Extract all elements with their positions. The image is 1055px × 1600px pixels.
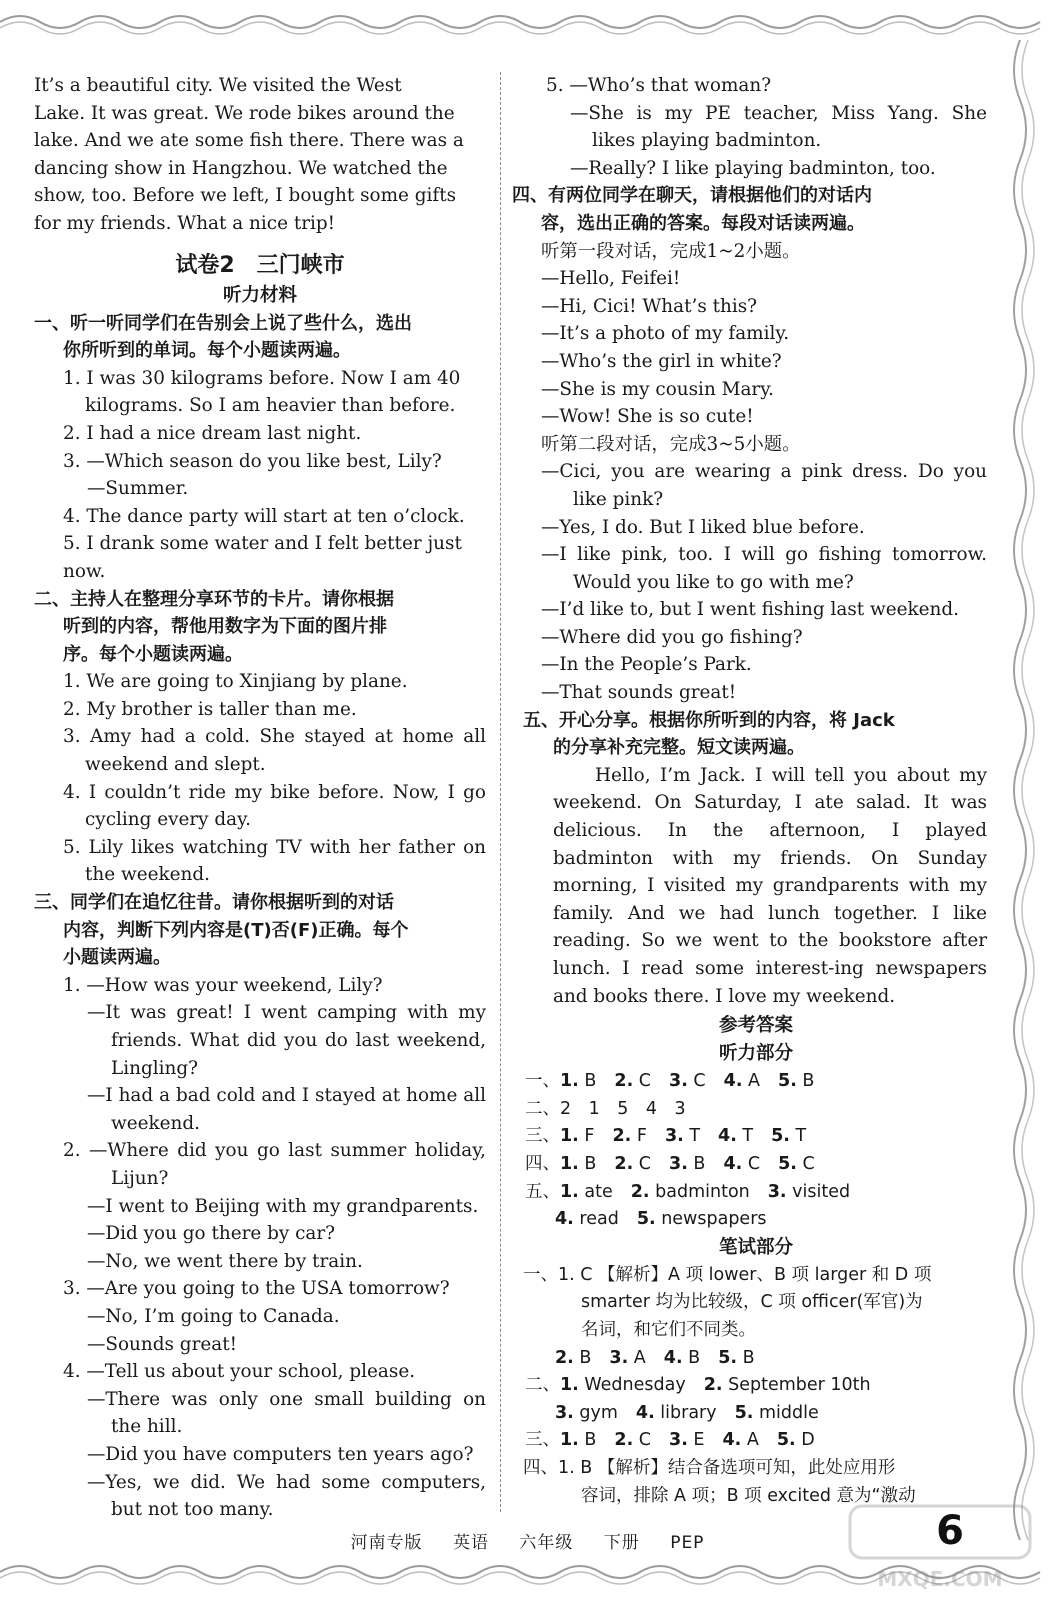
answer-number: 3. bbox=[669, 1071, 688, 1092]
question-item: 1. I was 30 kilograms before. Now I am 40 kilograms. So I am heavier than before. bbox=[63, 367, 461, 417]
answer-number: 3. bbox=[664, 1126, 684, 1147]
answer-line bbox=[525, 1372, 987, 1400]
dialogue-part-label: 听第一段对话，完成1~2小题。 bbox=[541, 240, 801, 262]
answer-number: 3. bbox=[555, 1402, 574, 1423]
footer-subject: 英语 bbox=[452, 1533, 489, 1553]
dialogue-line: —There was only one small building on the hill. bbox=[87, 1388, 486, 1438]
right-wave-border bbox=[1000, 40, 1050, 1540]
answer-section-number: 三、 bbox=[525, 1430, 560, 1451]
answer-number: 4. bbox=[663, 1347, 683, 1368]
dialogue-line: —She is my cousin Mary. bbox=[541, 378, 775, 400]
answer-value: E bbox=[687, 1430, 705, 1451]
footer-volume: 下册 bbox=[603, 1533, 640, 1553]
answer-section-number: 三、 bbox=[525, 1126, 560, 1147]
answer-value: 2 1 5 4 3 bbox=[560, 1098, 686, 1119]
answer-value: C bbox=[687, 1071, 706, 1092]
footer-publisher: PEP bbox=[670, 1533, 705, 1553]
answer-value: A bbox=[741, 1430, 759, 1451]
answer-number: 2. bbox=[614, 1153, 634, 1174]
dialogue-line: —Yes, we did. We had some computers, but not too many. bbox=[87, 1471, 486, 1521]
top-wave-border bbox=[0, 0, 1055, 40]
dialogue-line: —Did you go there by car? bbox=[87, 1223, 336, 1245]
question-item: 3. —Which season do you like best, Lily? bbox=[63, 450, 442, 472]
answer-value: B bbox=[578, 1071, 597, 1092]
answer-number: 4. bbox=[723, 1153, 743, 1174]
section-heading: 一、听一听同学们在告别会上说了些什么，选出 bbox=[34, 312, 412, 334]
dialogue-line: —Sounds great! bbox=[87, 1333, 237, 1355]
dialogue-line: —In the People’s Park. bbox=[541, 654, 752, 676]
intro-passage bbox=[34, 72, 486, 238]
dialogue-line: —It was great! I went camping with my friends. What did you do last weekend, Lingling? bbox=[87, 1002, 486, 1079]
answer-value: gym bbox=[573, 1402, 618, 1423]
question-item: 2. My brother is taller than me. bbox=[63, 698, 357, 720]
answer-value: D bbox=[795, 1430, 815, 1451]
answer-number: 5. bbox=[778, 1071, 797, 1092]
question-item: 1. —How was your weekend, Lily? bbox=[63, 974, 383, 996]
answer-line: 容词，排除 A 项；B 项 excited 意为“激动 bbox=[581, 1485, 916, 1506]
answer-value: B bbox=[578, 1430, 597, 1451]
answer-section-number: 四、 bbox=[525, 1153, 560, 1174]
answer-line bbox=[525, 1151, 987, 1179]
answer-line: 一、1. C 【解析】A 项 lower、B 项 larger 和 D 项 bbox=[523, 1264, 932, 1285]
answer-number: 4. bbox=[722, 1430, 742, 1451]
question-item: 2. —Where did you go last summer holiday, Lijun? bbox=[63, 1140, 486, 1189]
right-column bbox=[512, 72, 987, 1510]
dialogue-line: —Who’s the girl in white? bbox=[541, 350, 782, 372]
dialogue-line: —That sounds great! bbox=[541, 682, 737, 704]
answer-value: T bbox=[683, 1126, 701, 1147]
intro-line: Lake. It was great. We rode bikes around the bbox=[34, 102, 455, 124]
answer-number: 3. bbox=[767, 1181, 787, 1202]
answer-value: visited bbox=[786, 1181, 851, 1202]
answer-line: 四、1. B 【解析】结合备选项可知，此处应用形 bbox=[523, 1457, 896, 1478]
answer-number: 3. bbox=[669, 1153, 688, 1174]
section-subtitle: 听力材料 bbox=[222, 284, 297, 306]
answer-line: 名词，和它们不同类。 bbox=[581, 1319, 756, 1340]
section-heading: 小题读两遍。 bbox=[63, 947, 171, 969]
intro-line: show, too. Before we left, I bought some gifts bbox=[34, 185, 457, 207]
question-item: 4. —Tell us about your school, please. bbox=[63, 1361, 416, 1383]
answer-value: ate bbox=[578, 1181, 613, 1202]
left-column bbox=[34, 72, 486, 1524]
answer-value: C bbox=[633, 1153, 652, 1174]
question-item: 2. I had a nice dream last night. bbox=[63, 422, 362, 444]
answer-value: F bbox=[578, 1126, 595, 1147]
answer-number: 2. bbox=[614, 1071, 634, 1092]
paper-title: 试卷2 三门峡市 bbox=[175, 252, 345, 278]
answer-value: B bbox=[687, 1153, 706, 1174]
section-heading: 二、主持人在整理分享环节的卡片。请你根据 bbox=[34, 588, 394, 610]
answer-number: 2. bbox=[555, 1347, 574, 1368]
svg-text:MXQE.COM: MXQE.COM bbox=[877, 1567, 1003, 1591]
answer-number: 1. bbox=[560, 1430, 579, 1451]
answer-number: 5. bbox=[778, 1153, 797, 1174]
question-item: 3. Amy had a cold. She stayed at home all weekend and slept. bbox=[63, 726, 486, 776]
answer-line bbox=[525, 1068, 987, 1096]
answer-value: B bbox=[737, 1347, 755, 1368]
answer-number: 4. bbox=[555, 1209, 574, 1230]
answer-number: 1. bbox=[560, 1071, 579, 1092]
question-item: 4. The dance party will start at ten o’clock. bbox=[63, 505, 465, 527]
section-heading: 内容，判断下列内容是(T)否(F)正确。每个 bbox=[63, 919, 409, 941]
dialogue-line: —Hello, Feifei! bbox=[541, 268, 681, 290]
dialogue-line: —Did you have computers ten years ago? bbox=[87, 1443, 474, 1465]
section-heading: 你所听到的单词。每个小题读两遍。 bbox=[63, 340, 351, 362]
intro-line: dancing show in Hangzhou. We watched the bbox=[34, 157, 448, 179]
answer-value: badminton bbox=[649, 1181, 750, 1202]
answer-number: 5. bbox=[718, 1347, 738, 1368]
answer-value: September 10th bbox=[722, 1375, 871, 1396]
answer-number: 3. bbox=[609, 1347, 629, 1368]
dialogue-line: —No, we went there by train. bbox=[87, 1250, 363, 1272]
answer-value: A bbox=[742, 1071, 761, 1092]
intro-line: for my friends. What a nice trip! bbox=[34, 212, 336, 234]
answer-number: 1. bbox=[560, 1375, 579, 1396]
section-heading: 的分享补充完整。短文读两遍。 bbox=[553, 737, 805, 759]
question-item: 1. We are going to Xinjiang by plane. bbox=[63, 671, 408, 693]
listening-answers bbox=[525, 1068, 987, 1234]
answer-value: T bbox=[789, 1126, 807, 1147]
question-item: 5. —Who’s that woman? bbox=[546, 75, 772, 96]
answer-number: 5. bbox=[636, 1209, 656, 1230]
answer-value: middle bbox=[753, 1402, 819, 1423]
dialogue-line: —Where did you go fishing? bbox=[541, 626, 803, 648]
answer-number: 1. bbox=[560, 1126, 579, 1147]
answer-value: B bbox=[796, 1071, 815, 1092]
dialogue-line: —Wow! She is so cute! bbox=[541, 406, 754, 428]
section-heading: 四、有两位同学在聊天，请根据他们的对话内 bbox=[512, 185, 872, 207]
section-heading: 听到的内容，帮他用数字为下面的图片排 bbox=[63, 616, 387, 638]
answer-section-number: 二、 bbox=[525, 1098, 560, 1119]
answer-line bbox=[525, 1179, 987, 1207]
question-item: 5. Lily likes watching TV with her father on the weekend. bbox=[63, 836, 486, 886]
answer-number: 4. bbox=[718, 1126, 737, 1147]
listening-answers-title: 听力部分 bbox=[718, 1043, 793, 1065]
page-number: 6 bbox=[936, 1508, 964, 1554]
answer-line bbox=[525, 1096, 987, 1124]
answer-number: 2. bbox=[614, 1430, 634, 1451]
intro-line: It’s a beautiful city. We visited the West bbox=[34, 75, 402, 96]
dialogue-line: —Really? I like playing badminton, too. bbox=[570, 157, 936, 179]
footer-grade: 六年级 bbox=[519, 1533, 574, 1553]
answer-number: 2. bbox=[703, 1375, 723, 1396]
answer-number: 3. bbox=[669, 1430, 688, 1451]
dialogue-line: —Cici, you are wearing a pink dress. Do you like pink? bbox=[541, 461, 987, 510]
dialogue-line: —She is my PE teacher, Miss Yang. She likes playing badminton. bbox=[570, 102, 987, 152]
dialogue-line: —I went to Beijing with my grandparents. bbox=[87, 1195, 479, 1217]
answer-number: 5. bbox=[776, 1430, 796, 1451]
answer-number: 1. bbox=[560, 1153, 579, 1174]
answer-value: F bbox=[631, 1126, 647, 1147]
answer-line bbox=[525, 1206, 987, 1234]
answer-section-number: 五、 bbox=[525, 1181, 560, 1202]
dialogue-line: —Yes, I do. But I liked blue before. bbox=[541, 516, 865, 538]
answer-line bbox=[525, 1345, 987, 1373]
answer-value: A bbox=[628, 1347, 646, 1368]
answer-value: library bbox=[654, 1402, 717, 1423]
answer-number: 4. bbox=[723, 1071, 743, 1092]
answer-value: newspapers bbox=[655, 1209, 767, 1230]
answer-value: C bbox=[796, 1153, 815, 1174]
answer-number: 5. bbox=[734, 1402, 754, 1423]
column-divider bbox=[500, 72, 501, 1512]
dialogue-line: —I like pink, too. I will go fishing tomorrow. Would you like to go with me? bbox=[541, 544, 987, 593]
dialogue-line: —I had a bad cold and I stayed at home all weekend. bbox=[87, 1085, 486, 1134]
dialogue-line: —Hi, Cici! What’s this? bbox=[541, 295, 758, 317]
dialogue-line: —I’d like to, but I went fishing last weekend. bbox=[541, 599, 959, 621]
answer-value: C bbox=[633, 1071, 652, 1092]
question-item: 5. I drank some water and I felt better just now. bbox=[63, 533, 462, 582]
answer-value: B bbox=[682, 1347, 701, 1368]
answer-number: 5. bbox=[771, 1126, 790, 1147]
answer-number: 2. bbox=[630, 1181, 650, 1202]
dialogue-line: —No, I’m going to Canada. bbox=[87, 1305, 340, 1327]
answer-section-number: 一、 bbox=[525, 1071, 560, 1092]
answer-value: B bbox=[578, 1153, 597, 1174]
question-item: 3. —Are you going to the USA tomorrow? bbox=[63, 1278, 450, 1300]
answer-section-number: 二、 bbox=[525, 1375, 560, 1396]
section-heading: 五、开心分享。根据你所听到的内容，将 Jack bbox=[523, 709, 895, 731]
answer-number: 4. bbox=[635, 1402, 655, 1423]
question-item: 4. I couldn’t ride my bike before. Now, I go cycling every day. bbox=[63, 781, 486, 831]
section-heading: 序。每个小题读两遍。 bbox=[63, 643, 243, 665]
answer-line bbox=[525, 1400, 987, 1428]
dialogue-line: —It’s a photo of my family. bbox=[541, 323, 790, 345]
footer-edition: 河南专版 bbox=[350, 1533, 423, 1553]
answer-line bbox=[525, 1427, 987, 1455]
writing-answers bbox=[525, 1262, 987, 1510]
answer-value: B bbox=[573, 1347, 592, 1368]
answer-line: smarter 均为比较级，C 项 officer(军官)为 bbox=[581, 1292, 923, 1313]
answer-value: C bbox=[633, 1430, 652, 1451]
answer-value: T bbox=[736, 1126, 754, 1147]
share-passage: Hello, I’m Jack. I will tell you about my weekend. On Saturday, I ate salad. It was delicious. In the afternoon, I played badminton with my friends. On Sunday morning, I visited my grandparents with my family. And we had lunch together. I like reading. So we went to the bookstore after lunch. I read some interest-ing newspapers and books there. I love my weekend. bbox=[553, 764, 987, 1007]
answer-number: 2. bbox=[612, 1126, 632, 1147]
section-heading: 容，选出正确的答案。每段对话读两遍。 bbox=[541, 212, 865, 234]
dialogue-line: —Summer. bbox=[87, 478, 189, 500]
writing-answers-title: 笔试部分 bbox=[718, 1236, 793, 1258]
dialogue-part-label: 听第二段对话，完成3~5小题。 bbox=[541, 433, 801, 455]
section-heading: 三、同学们在追忆往昔。请你根据听到的对话 bbox=[34, 892, 394, 914]
answers-title: 参考答案 bbox=[718, 1015, 793, 1037]
intro-line: lake. And we ate some fish there. There was a bbox=[34, 130, 464, 152]
answer-value: C bbox=[742, 1153, 761, 1174]
answer-line bbox=[525, 1123, 987, 1151]
answer-number: 1. bbox=[560, 1181, 579, 1202]
answer-value: Wednesday bbox=[578, 1375, 686, 1396]
answer-value: read bbox=[573, 1209, 619, 1230]
